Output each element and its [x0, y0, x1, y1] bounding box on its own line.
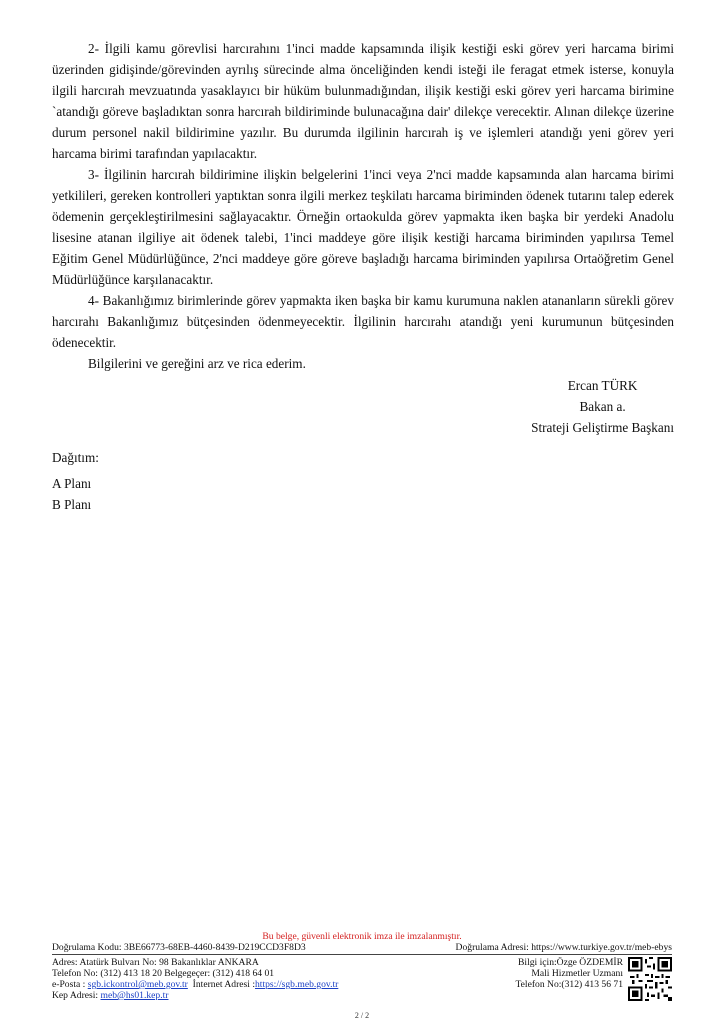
signature-block [531, 375, 674, 438]
email-web-row [52, 979, 432, 990]
phone-fax: Telefon No: (312) 413 18 20 Belgegeçer: (312) 418 64 01 [52, 968, 275, 979]
address: Adres: Atatürk Bulvarı No: 98 Bakanlıklar ANKARA [52, 957, 259, 968]
qr-code-icon [628, 957, 672, 1001]
closing-sentence: Bilgilerini ve gereğini arz ve rica ederim. [88, 356, 306, 371]
verification-address: Doğrulama Adresi: https://www.turkiye.gov.tr/meb-ebys [455, 942, 672, 953]
contact-title: Mali Hizmetler Uzmanı [531, 968, 623, 979]
signer-name: Ercan TÜRK [567, 378, 638, 393]
paragraph-4: 4- Bakanlığımız birimlerinde görev yapmakta iken başka bir kamu kurumuna naklen atananların sürekli görev harcırahı Bakanlığımız bütçesinden ödenmeyecektir. İlgilinin harcırahı atandığı yeni kurumunun bütçesinden ödenecektir. [52, 293, 674, 350]
kep-row [52, 990, 432, 1001]
kep-link[interactable]: meb@hs01.kep.tr [100, 990, 169, 1001]
distribution-title: Dağıtım: [52, 450, 99, 465]
web-link[interactable]: https://sgb.meb.gov.tr [255, 979, 339, 990]
contact-phone: Telefon No:(312) 413 56 71 [515, 979, 623, 990]
contact-person: Bilgi için:Özge ÖZDEMİR [518, 957, 623, 968]
email-link[interactable]: sgb.ickontrol@meb.gov.tr [87, 979, 188, 990]
verification-row [52, 942, 672, 953]
signer-position: Strateji Geliştirme Başkanı [531, 420, 674, 435]
distribution-item: A Planı [52, 476, 92, 491]
paragraph-3: 3- İlgilinin harcırah bildirimine ilişkin belgelerini 1'inci veya 2'nci madde kapsamında alan harcama birimi yetkilileri, gereken kontrolleri yaptıktan sonra ilgili merkez teşkilatı harcama biriminden ödenek tutarını talep ederek ödemenin gerçekleştirilmesini sağlayacaktır. Örneğin ortaokulda görev yapmakta iken başka bir yerdeki Anadolu lisesine atanan ilgiliye ait ödenek talebi, 1'inci maddeye göre ilişik kestiği harcama biriminden yapılırsa Temel Eğitim Genel Müdürlüğünce, 2'nci maddeye göre göreve başladığı harcama biriminden yapılırsa Ortaöğretim Genel Müdürlüğünce karşılanacaktır. [52, 167, 674, 287]
distribution-list [52, 447, 99, 515]
footer-divider [52, 954, 672, 955]
paragraph-2: 2- İlgili kamu görevlisi harcırahını 1'inci madde kapsamında ilişik kestiği eski görev yeri harcama birimi üzerinden gidişinde/görevinden ayrılış sürecinde alma önceliğinden kendi isteği ile feragat etmek isterse, konuyla ilgili harcırah mevzuatında yasaklayıcı bir hüküm bulunmadığından, ilişik kestiği eski görev yeri harcama birimine `atandığı göreve başladıktan sonra harcırah bildiriminde bulunacağına dair' dilekçe verecektir. Alınan dilekçe üzerine durum personel nakil bildirimine yazılır. Bu durumda ilgilinin harcırah iş ve işlemleri atandığı yeni görev yeri harcama birimi tarafından yapılacaktır. [52, 41, 674, 161]
page-number: 2 / 2 [354, 1011, 370, 1020]
document-footer [52, 931, 672, 1001]
web-label: İnternet Adresi : [187, 979, 255, 990]
secure-signature-note: Bu belge, güvenli elektronik imza ile imzalanmıştır. [262, 931, 462, 942]
signer-title: Bakan a. [579, 399, 626, 414]
contact-block [52, 957, 672, 1001]
letter-body [52, 38, 674, 374]
verification-code: Doğrulama Kodu: 3BE66773-68EB-4460-8439-D219CCD3F8D3 [52, 942, 306, 953]
distribution-item: B Planı [52, 497, 92, 512]
email-label: e-Posta : [52, 979, 88, 990]
kep-label: Kep Adresi: [52, 990, 101, 1001]
